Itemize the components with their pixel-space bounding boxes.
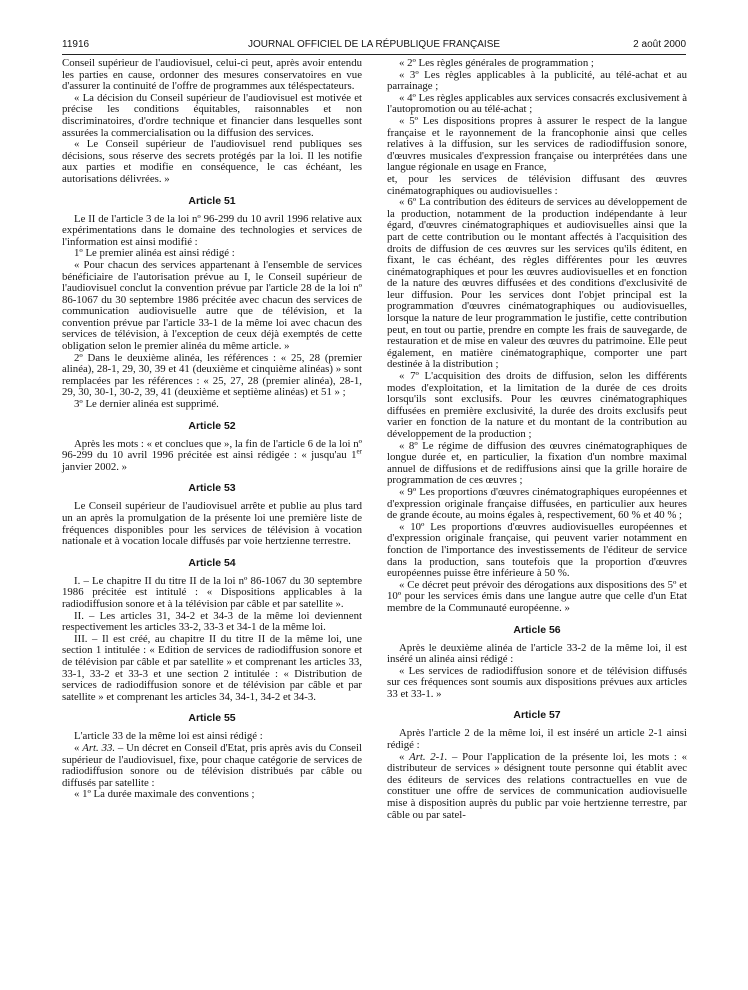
text-run: «	[399, 750, 410, 763]
paragraph: III. – Il est créé, au chapitre II du titre II de la même loi, une section 1 intitulée : « Edition de services de radiodiffusion sonore et de télévision par câble et par satellite » et comprenant les articles 33, 33-1, 33-2 et 33-3 et une section 2 intitulée : « Distribution de services de radiodiffusion sonore et de télévision par câble et par satellite » et comprenant les articles 34, 34-1, 34-2 et 34-3.	[62, 632, 362, 703]
text-run: «	[74, 741, 83, 754]
paragraph: « Les services de radiodiffusion sonore et de télévision diffusés sur ces fréquences sont soumis aux dispositions prévues aux articles 33 et 33-1. »	[387, 664, 687, 700]
text-run: – Pour l'application de la présente loi, les mots : « distributeur de services » désignent toute personne qui établit avec des éditeurs de services des relations contractuelles en vue de constituer une offre de services de communication audiovisuelle mise à disposition auprès du public par voie hertzienne terrestre, par câble ou par satel-	[387, 750, 688, 821]
text-run: janvier 2002. »	[62, 460, 128, 473]
paragraph: L'article 33 de la même loi est ainsi rédigé :	[74, 730, 263, 743]
paragraph: 1º Le premier alinéa est ainsi rédigé :	[74, 247, 235, 260]
article-heading-51: Article 51	[188, 194, 236, 207]
right-column	[387, 58, 687, 821]
paragraph: « 2º Les règles générales de programmation ;	[399, 57, 594, 69]
paragraph	[62, 439, 362, 474]
paragraph: 2º Dans le deuxième alinéa, les références : « 25, 28 (premier alinéa), 28-1, 29, 30, 39 et 41 (deuxième et cinquième alinéas) » sont remplacées par les références : « 25, 27, 28 (premier alinéa), 28-1, 29, 30, 30-1, 30-2, 39, 41 (deuxième et septième alinéas) et 51 » ;	[62, 351, 362, 399]
paragraph: Le Conseil supérieur de l'audiovisuel arrête et publie au plus tard un an après la promulgation de la présente loi une première liste de fréquences disponibles pour les services de télévision à vocation nationale et à vocation locale diffusés par voie hertzienne terrestre.	[62, 500, 362, 548]
article-reference: Art. 33.	[82, 741, 116, 754]
paragraph: « 7º L'acquisition des droits de diffusion, selon les différents modes d'exploitation, et la limitation de la durée de ces droits lorsqu'ils sont exclusifs. Pour les œuvres cinématographiques diffusées en première exclusivité, la durée des droits exclusifs peut varier en fonction de la nature et du montant de la contribution au développement de la production ;	[387, 370, 687, 440]
paragraph: I. – Le chapitre II du titre II de la loi nº 86-1067 du 30 septembre 1986 précitée est intitulé : « Dispositions applicables à la radiodiffusion sonore et à la télévision par câble et par satellite ».	[62, 574, 362, 610]
superscript: er	[356, 447, 362, 456]
article-heading-56: Article 56	[513, 623, 561, 636]
article-heading-52: Article 52	[188, 419, 236, 432]
paragraph: Après l'article 2 de la même loi, il est inséré un article 2-1 ainsi rédigé :	[387, 727, 687, 752]
paragraph: « 1º La durée maximale des conventions ;	[74, 788, 255, 801]
paragraph: « Ce décret peut prévoir des dérogations aux dispositions des 5º et 10º pour les services émis dans une langue autre que celle d'un Etat membre de la Communauté européenne. »	[387, 578, 687, 614]
article-reference: Art. 2-1.	[409, 750, 448, 763]
journal-title: JOURNAL OFFICIEL DE LA RÉPUBLIQUE FRANÇAISE	[247, 39, 501, 50]
paragraph: « 6º La contribution des éditeurs de services au développement de la production, notamment de la production indépendante à leur égard, d'œuvres cinématographiques et audiovisuelles ainsi que la part de cette contribution ou le montant affectés à l'acquisition des droits de diffusion de ces œuvres sur les services qu'ils éditent, en fixant, le cas échéant, des règles différentes pour les œuvres cinématographiques et pour les œuvres audiovisuelles et en fonction de la nature des œuvres diffusées et des conditions d'exclusivité de leur diffusion. Pour les services dont l'objet principal est la programmation d'œuvres cinématographiques ou audiovisuelles, lorsque la nature de leur programmation le justifie, cette contribution peut, en tout ou partie, prendre en compte les frais de sauvegarde, de restauration et de mise en valeur des œuvres du patrimoine. Elle peut également, en matière cinématographique, comporter une part destinée à la distribution ;	[387, 196, 687, 371]
paragraph: « 4º Les règles applicables aux services consacrés exclusivement à l'autopromotion ou au télé-achat ;	[387, 91, 687, 116]
paragraph: Conseil supérieur de l'audiovisuel, celui-ci peut, après avoir entendu les parties en cause, ordonner des mesures conservatoires en vue d'assurer la continuité de l'offre de programmes aux téléspectateurs.	[62, 57, 362, 93]
paragraph: « Pour chacun des services appartenant à l'ensemble de services bénéficiaire de l'autorisation prévue au I, le Conseil supérieur de l'audiovisuel conclut la convention prévue par l'article 28 de la loi nº 86-1067 du 30 septembre 1986 précitée avec chacun des services de communication audiovisuelle autre que de télévision, et la convention prévue par l'article 33-1 de la même loi avec chacun des services de télévision, à l'exception de ceux déjà exemptés de cette obligation selon le premier alinéa du même article. »	[62, 258, 362, 353]
publication-date: 2 août 2000	[633, 39, 686, 50]
paragraph	[62, 743, 362, 789]
page-number: 11916	[62, 39, 90, 50]
paragraph: et, pour les services de télévision diffusant des œuvres cinématographiques ou audiovisuelles :	[387, 172, 687, 197]
text-run: – Un décret en Conseil d'Etat, pris après avis du Conseil supérieur de l'audiovisuel, fixe, pour chaque catégorie de services de radiodiffusion sonore ou de télévision distribués par câble ou diffusés par satellite :	[62, 741, 362, 789]
paragraph: « La décision du Conseil supérieur de l'audiovisuel est motivée et précise les conditions équitables, raisonnables et non discriminatoires, d'ordre technique et financier dans lesquelles sont assurées la commercialisation ou la diffusion des services.	[62, 91, 362, 139]
paragraph: II. – Les articles 31, 34-2 et 34-3 de la même loi deviennent respectivement les articles 33-2, 33-3 et 34-1 de la même loi.	[62, 609, 362, 634]
paragraph	[387, 752, 687, 822]
page-header	[62, 38, 686, 55]
paragraph: « 3º Les règles applicables à la publicité, au télé-achat et au parrainage ;	[387, 68, 687, 93]
article-heading-57: Article 57	[513, 709, 561, 722]
paragraph: 3º Le dernier alinéa est supprimé.	[74, 398, 219, 411]
article-heading-54: Article 54	[188, 556, 236, 569]
paragraph: Le II de l'article 3 de la loi nº 96-299 du 10 avril 1996 relative aux expérimentations dans le domaine des technologies et services de l'information est ainsi modifié :	[62, 212, 362, 248]
article-heading-53: Article 53	[188, 482, 236, 495]
left-column	[62, 58, 362, 801]
paragraph: « Le Conseil supérieur de l'audiovisuel rend publiques ses décisions, sous réserve des secrets protégés par la loi. Il les notifie aux parties et modifie en conséquence, le cas échéant, les autorisations délivrées. »	[62, 138, 362, 185]
paragraph: Après le deuxième alinéa de l'article 33-2 de la même loi, il est inséré un alinéa ainsi rédigé :	[387, 641, 687, 666]
paragraph: « 9º Les proportions d'œuvres cinématographiques européennes et d'expression originale française diffusées, en particulier aux heures de grande écoute, au moins égales à, respectivement, 60 % et 40 % ;	[387, 485, 687, 522]
paragraph: « 8º Le régime de diffusion des œuvres cinématographiques de longue durée et, en particulier, la fixation d'un nombre maximal annuel de diffusions et de rediffusions ainsi que la grille horaire de programmation de ces œuvres ;	[387, 439, 687, 487]
article-heading-55: Article 55	[188, 712, 236, 725]
text-run: Après les mots : « et conclues que », la fin de l'article 6 de la loi nº 96-299 du 10 avril 1996 précitée est ainsi rédigée : « jusqu'au 1	[62, 437, 362, 462]
paragraph: « 10º Les proportions d'œuvres audiovisuelles européennes et d'expression originale française, qui peuvent varier notamment en fonction de l'importance des investissements de l'éditeur de service dans la production, sans toutefois que la proportion d'œuvres européennes puisse être inférieure à 50 %.	[387, 520, 687, 580]
paragraph: « 5º Les dispositions propres à assurer le respect de la langue française et le rayonnement de la francophonie ainsi que celles relatives à la diffusion, sur les services de radiodiffusion sonore, d'œuvres musicales d'expression française ou interprétées dans une langue régionale en usage en France,	[387, 114, 687, 174]
